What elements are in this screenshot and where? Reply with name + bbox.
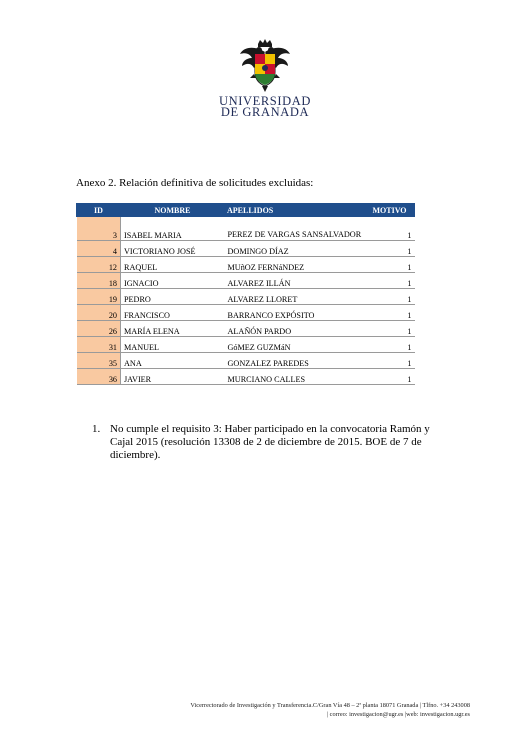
- cell-nombre: VICTORIANO JOSÉ: [121, 241, 225, 257]
- table-row: [77, 273, 415, 289]
- university-name: [200, 96, 330, 118]
- cell-apellidos: ALVAREZ LLORET: [225, 289, 365, 305]
- cell-id: 35: [77, 353, 121, 369]
- column-header-apellidos: APELLIDOS: [225, 204, 365, 217]
- cell-id: 3: [77, 217, 121, 241]
- cell-motivo: 1: [365, 289, 415, 305]
- cell-apellidos: ALAÑÓN PARDO: [225, 321, 365, 337]
- cell-id: 12: [77, 257, 121, 273]
- cell-motivo: 1: [365, 257, 415, 273]
- cell-id: 26: [77, 321, 121, 337]
- cell-id: 19: [77, 289, 121, 305]
- table-row: [77, 305, 415, 321]
- cell-motivo: 1: [365, 241, 415, 257]
- table-row: [77, 217, 415, 241]
- cell-apellidos: PEREZ DE VARGAS SANSALVADOR: [225, 217, 365, 241]
- table-row: [77, 241, 415, 257]
- cell-motivo: 1: [365, 337, 415, 353]
- cell-apellidos: MURCIANO CALLES: [225, 369, 365, 385]
- column-header-motivo: MOTIVO: [365, 204, 415, 217]
- table-row: [77, 289, 415, 305]
- table-row: [77, 369, 415, 385]
- university-name-line2: DE GRANADA: [220, 105, 310, 119]
- column-header-nombre: NOMBRE: [121, 204, 225, 217]
- column-header-id: ID: [77, 204, 121, 217]
- cell-id: 36: [77, 369, 121, 385]
- page-footer: [100, 701, 470, 719]
- cell-motivo: 1: [365, 305, 415, 321]
- table-row: [77, 257, 415, 273]
- cell-id: 20: [77, 305, 121, 321]
- annex-title: Anexo 2. Relación definitiva de solicitudes excluidas:: [76, 177, 314, 189]
- cell-apellidos: MUñOZ FERNáNDEZ: [225, 257, 365, 273]
- university-coat-of-arms-icon: [236, 38, 294, 94]
- cell-nombre: MANUEL: [121, 337, 225, 353]
- cell-motivo: 1: [365, 353, 415, 369]
- cell-apellidos: ALVAREZ ILLÁN: [225, 273, 365, 289]
- footnote-reason-1: [92, 423, 452, 462]
- university-name-line1: UNIVERSIDAD: [218, 94, 311, 108]
- cell-nombre: PEDRO: [121, 289, 225, 305]
- cell-nombre: MARÍA ELENA: [121, 321, 225, 337]
- cell-nombre: RAQUEL: [121, 257, 225, 273]
- cell-motivo: 1: [365, 217, 415, 241]
- cell-nombre: FRANCISCO: [121, 305, 225, 321]
- footer-address: Vicerrectorado de Investigación y Transferencia.C/Gran Vía 48 – 2ª planta 18071 Granada | Tlfno. +34 243008: [190, 702, 470, 709]
- cell-apellidos: DOMINGO DÍAZ: [225, 241, 365, 257]
- cell-motivo: 1: [365, 321, 415, 337]
- table-row: [77, 321, 415, 337]
- table-row: [77, 353, 415, 369]
- cell-nombre: JAVIER: [121, 369, 225, 385]
- cell-apellidos: BARRANCO EXPÓSITO: [225, 305, 365, 321]
- cell-nombre: ISABEL MARIA: [121, 217, 225, 241]
- footnote-text: No cumple el requisito 3: Haber participado en la convocatoria Ramón y Cajal 2015 (resolución 13308 de 2 de diciembre de 2015. BOE de 7 de diciembre).: [110, 423, 430, 461]
- table-header-row: [77, 204, 415, 217]
- cell-id: 31: [77, 337, 121, 353]
- cell-motivo: 1: [365, 273, 415, 289]
- footnote-number: 1.: [92, 423, 101, 435]
- cell-nombre: IGNACIO: [121, 273, 225, 289]
- cell-nombre: ANA: [121, 353, 225, 369]
- cell-id: 4: [77, 241, 121, 257]
- cell-motivo: 1: [365, 369, 415, 385]
- cell-apellidos: GONZALEZ PAREDES: [225, 353, 365, 369]
- table-row: [77, 337, 415, 353]
- cell-apellidos: GóMEZ GUZMáN: [225, 337, 365, 353]
- cell-id: 18: [77, 273, 121, 289]
- footer-contact: | correo: investigacion@ugr.es |web: investigacion.ugr.es: [326, 711, 470, 718]
- excluded-applications-table: [76, 203, 415, 385]
